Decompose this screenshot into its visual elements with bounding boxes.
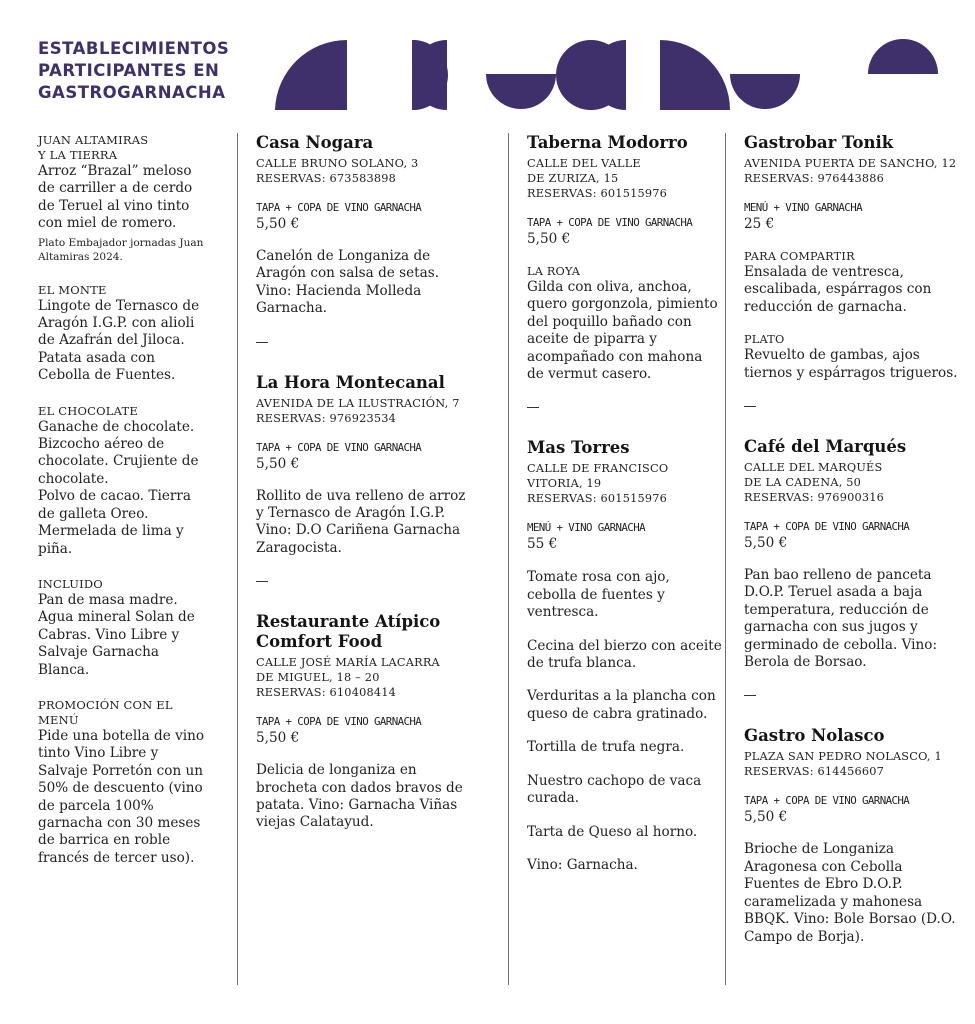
dish-label: LA ROYA: [527, 265, 581, 278]
section-label: EL MONTE: [38, 282, 107, 297]
offer-price: 5,50 €: [256, 216, 300, 232]
restaurant-phone: RESERVAS: 610408414: [256, 686, 397, 700]
offer-description: Gilda con oliva, anchoa, quero gorgonzola, pimiento del poquillo bañado con aceite de piparra y acompañado con mahona de vermut casero.: [527, 279, 718, 383]
restaurant-name: Café del Marqués: [744, 437, 907, 457]
page-title-line: ESTABLECIMIENTOS: [38, 39, 230, 58]
separator-dash: [256, 342, 268, 343]
menu-item: Cecina del bierzo con aceite de trufa blanca.: [527, 637, 722, 672]
restaurant-address: AVENIDA PUERTA DE SANCHO, 12: [744, 157, 957, 170]
section-text: Pide una botella de vino tinto Vino Libre y Salvaje Porretón con un 50% de descuento (vino de parcela 100% garnacha con 30 meses de barrica en roble francés de tercer uso).: [38, 727, 205, 866]
restaurant-card-marques: [744, 437, 959, 671]
restaurant-name: Taberna Modorro: [527, 133, 688, 152]
decorative-shapes: [0, 0, 975, 130]
restaurant-name: Gastrobar Tonik: [744, 133, 894, 152]
section-text: Pan de masa madre. Agua mineral Solan de Cabras. Vino Libre y Salvaje Garnacha Blanca.: [38, 591, 195, 678]
offer-label: TAPA + COPA DE VINO GARNACHA: [744, 794, 910, 808]
offer-price: 5,50 €: [256, 455, 300, 472]
section-label: PROMOCIÓN CON EL MENÚ: [38, 697, 173, 727]
restaurant-address: CALLE DEL MARQUÉS: [744, 461, 883, 475]
offer-label: MENÚ + VINO GARNACHA: [527, 521, 646, 535]
restaurant-card-nolasco: [744, 726, 959, 945]
chocolate-block: [38, 404, 208, 558]
restaurant-card-casa-nogara: [256, 133, 466, 318]
column-divider: [725, 133, 726, 985]
separator-dash: [256, 581, 268, 582]
dish-label: PLATO: [744, 333, 785, 347]
restaurant-address: CALLE DEL VALLE: [527, 157, 641, 170]
restaurant-name: JUAN ALTAMIRAS: [38, 133, 149, 147]
offer-description: Revuelto de gambas, ajos tiernos y espárragos trigueros.: [744, 347, 958, 381]
offer-label: TAPA + COPA DE VINO GARNACHA: [256, 201, 422, 214]
restaurant-phone: RESERVAS: 673583898: [256, 172, 397, 185]
included-block: [38, 577, 208, 679]
page-title-line: PARTICIPANTES EN: [38, 61, 220, 80]
section-label: EL CHOCOLATE: [38, 403, 138, 418]
offer-description: Brioche de Longaniza Aragonesa con Cebolla Fuentes de Ebro D.O.P. caramelizada y mahonesa BBQK. Vino: Bole Borsao (D.O. Campo de Borja).: [744, 841, 956, 945]
offer-price: 5,50 €: [744, 809, 788, 826]
dish-label: PARA COMPARTIR: [744, 250, 855, 263]
restaurant-phone: RESERVAS: 614456607: [744, 765, 885, 779]
dish-description: Arroz “Brazal” meloso de carriller a de cerdo de Teruel al vino tinto con miel de romero.: [38, 163, 193, 232]
restaurant-card-hora-montecanal: [256, 373, 466, 558]
separator-dash: [527, 407, 539, 408]
restaurant-phone: RESERVAS: 976443886: [744, 172, 885, 185]
restaurant-card-modorro: [527, 133, 722, 383]
promo-block: [38, 698, 208, 867]
restaurant-name: Y LA TIERRA: [38, 148, 118, 162]
menu-item: Tarta de Queso al horno.: [527, 823, 698, 840]
restaurant-name: Gastro Nolasco: [744, 726, 885, 746]
restaurant-address: DE ZURIZA, 15: [527, 172, 619, 185]
restaurant-address: CALLE DE FRANCISCO: [527, 462, 669, 476]
column-3: [527, 133, 722, 874]
restaurant-phone: RESERVAS: 601515976: [527, 187, 668, 200]
offer-price: 5,50 €: [527, 231, 571, 247]
restaurant-address: CALLE JOSÉ MARÍA LACARRA: [256, 656, 440, 670]
dish-block: [38, 133, 208, 264]
half-circle-shape: [730, 74, 800, 109]
section-label: INCLUIDO: [38, 576, 103, 591]
column-divider: [508, 133, 509, 985]
offer-price: 5,50 €: [256, 730, 300, 747]
restaurant-card-tonik: [744, 133, 959, 382]
menu-item: Tomate rosa con ajo, cebolla de fuentes y ventresca.: [527, 569, 670, 621]
restaurant-phone: RESERVAS: 601515976: [527, 492, 668, 506]
section-text: Lingote de Ternasco de Aragón I.G.P. con alioli de Azafrán del Jiloca. Patata asada con Cebolla de Fuentes.: [38, 297, 200, 384]
menu-item: Tortilla de trufa negra.: [527, 739, 685, 756]
offer-label: MENÚ + VINO GARNACHA: [744, 201, 863, 214]
restaurant-card-atipico: [256, 612, 466, 832]
offer-price: 25 €: [744, 216, 775, 232]
offer-label: TAPA + COPA DE VINO GARNACHA: [256, 715, 422, 729]
restaurant-address: AVENIDA DE LA ILUSTRACIÓN, 7: [256, 396, 460, 410]
offer-label: TAPA + COPA DE VINO GARNACHA: [256, 440, 422, 454]
restaurant-name: La Hora Montecanal: [256, 372, 445, 392]
menu-item: Nuestro cachopo de vaca curada.: [527, 772, 702, 807]
offer-description: Pan bao relleno de panceta D.O.P. Teruel asada a baja temperatura, reducción de garnacha con sus jugos y germinado de cebolla. Vino: Berola de Borsao.: [744, 567, 938, 671]
page-title-line: GASTROGARNACHA: [38, 83, 226, 102]
half-circle-shape: [275, 40, 347, 110]
half-circle-shape: [868, 39, 938, 74]
offer-price: 55 €: [527, 536, 558, 553]
restaurant-address: VITORIA, 19: [527, 477, 602, 491]
menu-item: Verduritas a la plancha con queso de cabra gratinado.: [527, 688, 716, 722]
quarter-circle-shape: [660, 40, 730, 110]
restaurant-name: Casa Nogara: [256, 133, 374, 152]
restaurant-address: DE LA CADENA, 50: [744, 476, 862, 490]
restaurant-card-mas-torres: [527, 438, 722, 874]
menu-item: Vino: Garnacha.: [527, 856, 638, 873]
restaurant-phone: RESERVAS: 976923534: [256, 411, 397, 425]
section-text: Polvo de cacao. Tierra de galleta Oreo. Mermelada de lima y piña.: [38, 488, 191, 557]
restaurant-name: Mas Torres: [527, 438, 630, 458]
restaurant-address: DE MIGUEL, 18 – 20: [256, 671, 380, 685]
half-circle-shape: [486, 74, 556, 109]
monte-block: [38, 283, 208, 385]
section-text: Ganache de chocolate. Bizcocho aéreo de chocolate. Crujiente de chocolate.: [38, 418, 199, 487]
offer-label: TAPA + COPA DE VINO GARNACHA: [744, 520, 910, 534]
separator-dash: [744, 695, 756, 696]
offer-price: 5,50 €: [744, 535, 788, 552]
dish-note: Plato Embajador jornadas Juan Altamiras 2024.: [38, 236, 204, 263]
offer-description: Rollito de uva relleno de arroz y Ternasco de Aragón I.G.P. Vino: D.O Cariñena Garnacha Zaragocista.: [256, 487, 466, 556]
offer-description: Ensalada de ventresca, escalibada, espárragos con reducción de garnacha.: [744, 264, 932, 315]
offer-description: Canelón de Longaniza de Aragón con salsa de setas. Vino: Hacienda Molleda Garnacha.: [256, 248, 440, 317]
restaurant-phone: RESERVAS: 976900316: [744, 491, 885, 505]
column-juan-altamiras: [38, 133, 208, 886]
restaurant-address: PLAZA SAN PEDRO NOLASCO, 1: [744, 750, 942, 764]
restaurant-address: CALLE BRUNO SOLANO, 3: [256, 157, 419, 170]
column-2: [256, 133, 466, 832]
offer-label: TAPA + COPA DE VINO GARNACHA: [527, 216, 693, 229]
column-4: [744, 133, 959, 946]
offer-description: Delicia de longaniza en brocheta con dados bravos de patata. Vino: Garnacha Viñas viejas Calatayud.: [256, 762, 463, 831]
column-divider: [237, 133, 238, 985]
restaurant-name: Restaurante Atípico Comfort Food: [256, 612, 441, 652]
separator-dash: [744, 406, 756, 407]
